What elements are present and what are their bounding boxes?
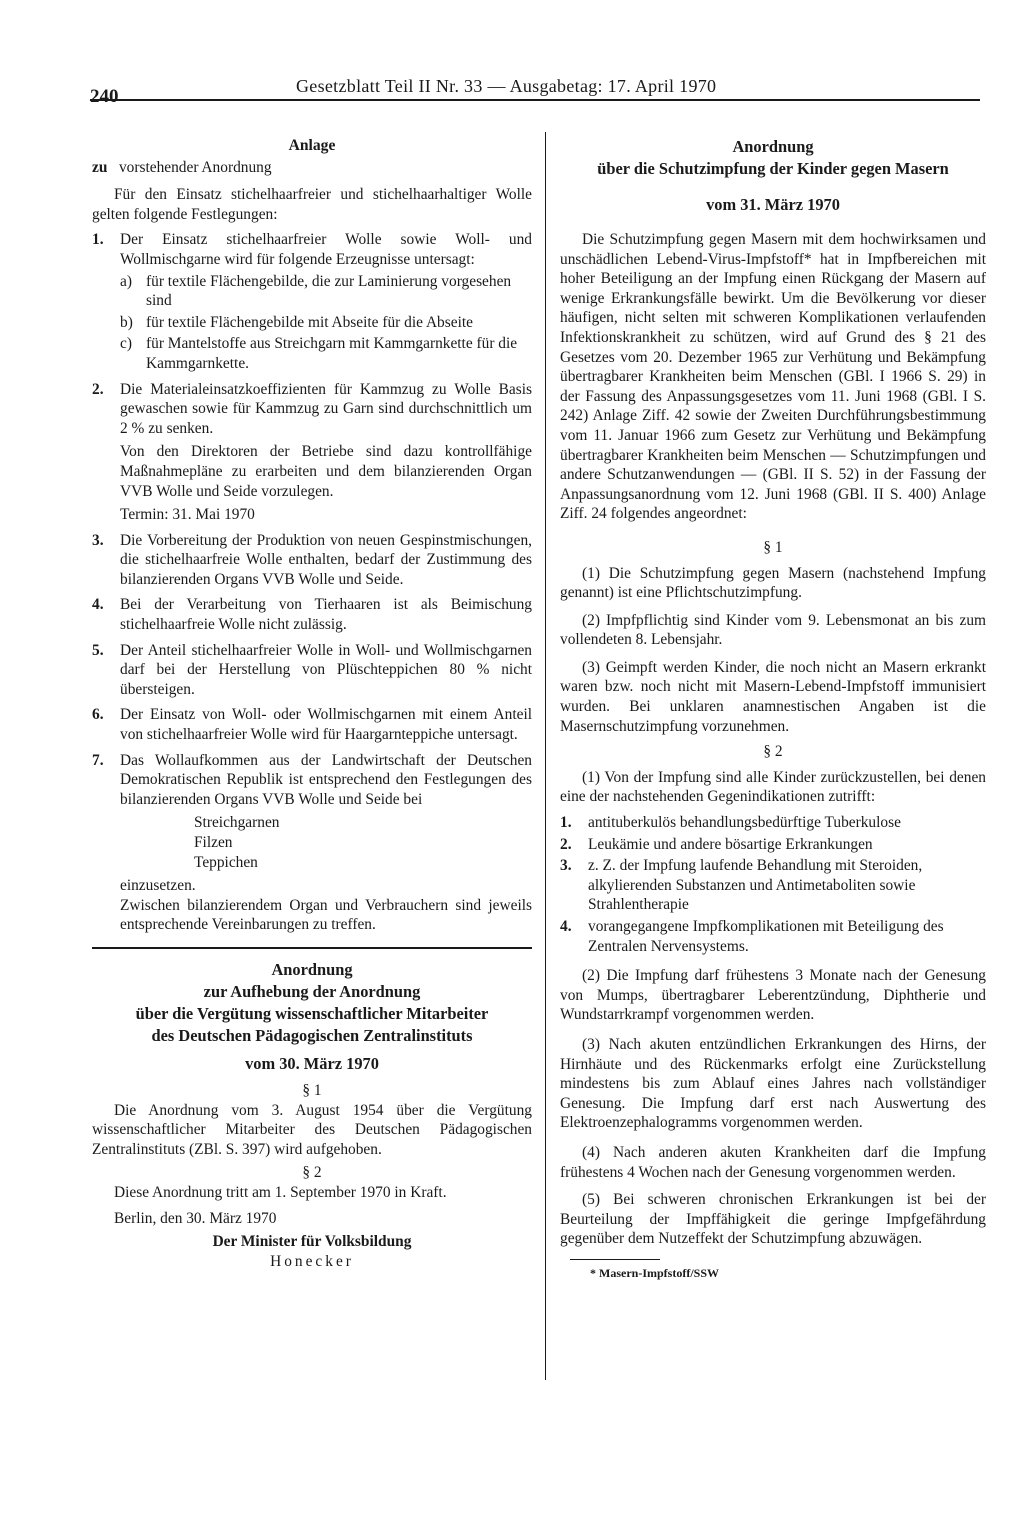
- sub-item: [120, 272, 532, 311]
- item-number: 1.: [560, 814, 572, 832]
- section-symbol: § 1: [302, 1081, 322, 1099]
- page-number: 240: [90, 86, 119, 107]
- item-text: Die Vorbereitung der Produktion von neuen Gespinstmischungen, die stichelhaarfreie Wolle enthalten, bedarf der Zustimmung des bilanzierenden Organs VVB Wolle und Seide.: [120, 531, 532, 588]
- sub-item-text: für textile Flächengebilde, die zur Laminierung vorgesehen sind: [146, 272, 512, 310]
- sub-item-letter: c): [120, 335, 132, 353]
- sub-item-letter: a): [120, 272, 132, 290]
- anlage-ref-text: vorstehender Anordnung: [118, 158, 272, 176]
- running-header: Gesetzblatt Teil II Nr. 33 — Ausgabetag: 17. April 1970: [296, 76, 717, 96]
- sub-item: [120, 334, 532, 373]
- preamble: Die Schutzimpfung gegen Masern mit dem hochwirksamen und unschädlichen Lebend-Virus-Impfstoff* hat in Impfbereichen mit hoher Beteiligung an der Impfung einen Rückgang der Masern auf wenige Erkrankungsfälle bewirkt. Um die Bevölkerung vor dieser häufigen, nicht selten mit schweren Komplikationen verlaufenden Infektionskrankheit zu schützen, wird auf Grund des § 21 des Gesetzes vom 20. Dezember 1965 zur Verhütung und Bekämpfung übertragbarer Krankheiten beim Menschen (GBl. I 1966 S. 29) in der Fassung des Anpassungsgesetzes vom 11. Juni 1968 (GBl. I S. 242) Anlage Ziff. 42 sowie der Zweiten Durchführungsbestimmung vom 11. Januar 1966 zum Gesetz zur Verhütung und Bekämpfung übertragbarer Krankheiten beim Menschen — Schutzimpfungen und andere Schutzanwendungen — (GBl. II S. 52) in der Fassung der Anpassungsanordnung vom 12. Juni 1968 (GBl. II S. 400) Anlage Ziff. 24 folgendes angeordnet:: [560, 231, 986, 523]
- item-number: 6.: [92, 706, 104, 724]
- item-number: 2.: [92, 380, 104, 398]
- anlage-item: [92, 595, 532, 634]
- item-text: antituberkulös behandlungsbedürftige Tuberkulose: [588, 814, 901, 832]
- left-column: [92, 136, 532, 1271]
- signer-title: Der Minister für Volksbildung: [212, 1233, 412, 1251]
- footnote: * Masern-Impfstoff/SSW: [590, 1265, 719, 1280]
- aufhebung-title: über die Vergütung wissenschaftlicher Mitarbeiter: [135, 1003, 489, 1023]
- anlage-item: [92, 380, 532, 525]
- sub-item-letter: b): [120, 313, 133, 331]
- item-number: 3.: [92, 531, 104, 549]
- anlage-item: [92, 641, 532, 700]
- paragraph: (2) Impfpflichtig sind Kinder vom 9. Lebensmonat an bis zum vollendeten 8. Lebensjahr.: [560, 611, 986, 649]
- item-text: Der Einsatz stichelhaarfreier Wolle sowie Woll- und Wollmischgarne wird für folgende Erzeugnisse untersagt:: [120, 231, 532, 268]
- contraindication-item: [560, 917, 986, 956]
- anlage-item: [92, 705, 532, 744]
- header-rule: [90, 99, 980, 101]
- masern-date: vom 31. März 1970: [706, 195, 840, 214]
- anlage-item: [92, 531, 532, 590]
- item-list-entry: Filzen: [194, 834, 233, 851]
- anlage-reference: [92, 158, 532, 178]
- item-text: Das Wollaufkommen aus der Landwirtschaft der Deutschen Demokratischen Republik ist entsprechend den Festlegungen des bilanzierenden Organs VVB Wolle und Seide bei: [120, 751, 532, 808]
- paragraph: (5) Bei schweren chronischen Erkrankungen ist bei der Beurteilung der Impffähigkeit die geringe Impfgefährdung gegenüber dem Nutzeffekt der Schutzimpfung abzuwägen.: [560, 1191, 986, 1248]
- sub-item-text: für Mantelstoffe aus Streichgarn mit Kammgarnkette für die Kammgarnkette.: [146, 335, 518, 372]
- aufhebung-title: zur Aufhebung der Anordnung: [203, 981, 421, 1001]
- paragraph: (1) Die Schutzimpfung gegen Masern (nachstehend Impfung genannt) ist eine Pflichtschutzimpfung.: [560, 564, 986, 602]
- item-text: Die Materialeinsatzkoeffizienten für Kammzug zu Wolle Basis gewaschen sowie für Kammzug zu Garn sind durchschnittlich um 2 % zu senken.: [120, 380, 532, 437]
- column-divider: [545, 132, 546, 1380]
- anlage-title: Anlage: [288, 137, 336, 154]
- section-symbol: § 2: [302, 1164, 322, 1182]
- signer-name: Honecker: [270, 1252, 354, 1270]
- item-number: 3.: [560, 857, 572, 875]
- right-column: [560, 136, 986, 1284]
- contraindication-item: [560, 835, 986, 855]
- item-text: Der Anteil stichelhaarfreier Wolle in Woll- und Wollmischgarnen darf bei der Herstellung von Plüschteppichen 80 % nicht übersteigen.: [120, 641, 532, 698]
- anlage-item: [92, 751, 532, 935]
- item-list-entry: Streichgarnen: [194, 814, 280, 832]
- contraindication-item: [560, 856, 986, 915]
- paragraph: (3) Nach akuten entzündlichen Erkrankungen des Hirns, der Hirnhäute und des Rückenmarks erfolgt eine Zurückstellung mindestens bis zum Ablauf eines Jahres nach vollständiger Genesung. Die Impfung darf erst nach Auswertung des Elektroenzephalogramms vorgenommen werden.: [560, 1035, 986, 1132]
- aufhebung-title: Anordnung: [271, 959, 353, 979]
- item-text: Der Einsatz von Woll- oder Wollmischgarnen mit einem Anteil von stichelhaarfreier Wolle wird für Haargarnteppiche untersagt.: [120, 706, 532, 744]
- item-after-text: Zwischen bilanzierendem Organ und Verbrauchern sind jeweils entsprechende Vereinbarungen zu treffen.: [120, 896, 532, 934]
- aufhebung-date: vom 30. März 1970: [245, 1053, 379, 1073]
- anlage-intro: Für den Einsatz stichelhaarfreier und stichelhaarhaltiger Wolle gelten folgende Festlegungen:: [92, 186, 532, 223]
- item-number: 5.: [92, 641, 104, 659]
- footnote-rule: [570, 1259, 660, 1260]
- anlage-ref-prefix: zu: [92, 158, 108, 176]
- paragraph: (1) Von der Impfung sind alle Kinder zurückzustellen, bei denen eine der nachstehenden Gegenindikationen zutrifft:: [560, 768, 986, 806]
- masern-title: Anordnung: [732, 137, 814, 156]
- anlage-item: [92, 230, 532, 373]
- item-number: 1.: [92, 231, 104, 249]
- section-rule: [92, 947, 532, 949]
- item-text: Leukämie und andere bösartige Erkrankungen: [588, 835, 873, 853]
- item-number: 4.: [560, 918, 572, 935]
- item-text: z. Z. der Impfung laufende Behandlung mit Steroiden, alkylierenden Substanzen und Antimetaboliten sowie Strahlentherapie: [588, 857, 923, 914]
- item-text: Bei der Verarbeitung von Tierhaaren ist als Beimischung stichelhaarfreie Wolle nicht zulässig.: [120, 596, 532, 634]
- aufhebung-title: des Deutschen Pädagogischen Zentralinstituts: [151, 1025, 473, 1045]
- item-number: 7.: [92, 751, 104, 769]
- item-text: vorangegangene Impfkomplikationen mit Beteiligung des Zentralen Nervensystems.: [588, 918, 944, 955]
- place-date: Berlin, den 30. März 1970: [114, 1209, 277, 1227]
- item-number: 4.: [92, 596, 104, 614]
- paragraph: Die Anordnung vom 3. August 1954 über die Vergütung wissenschaftlicher Mitarbeiter des Deutschen Pädagogischen Zentralinstituts (ZBl. S. 397) wird aufgehoben.: [92, 1101, 532, 1158]
- sub-item: [120, 313, 532, 333]
- item-extra: Von den Direktoren der Betriebe sind dazu kontrollfähige Maßnahmepläne zu erarbeiten und dem bilanzierenden Organ VVB Wolle und Seide vorzulegen.: [120, 443, 532, 500]
- item-list-entry: Teppichen: [194, 853, 258, 871]
- masern-title: über die Schutzimpfung der Kinder gegen Masern: [597, 159, 949, 178]
- paragraph: (2) Die Impfung darf frühestens 3 Monate nach der Genesung von Mumps, übertragbarer Leberentzündung, Diphtherie und Wundstarrkrampf vorgenommen werden.: [560, 967, 986, 1024]
- paragraph: (3) Geimpft werden Kinder, die noch nicht an Masern erkrankt waren bzw. noch nicht mit Masern-Lebend-Impfstoff immunisiert wurden. Bei unklaren anamnestischen Angaben ist die Masernschutzimpfung vorzunehmen.: [560, 658, 986, 735]
- item-after-text: einzusetzen.: [120, 877, 196, 895]
- paragraph: Diese Anordnung tritt am 1. September 1970 in Kraft.: [114, 1183, 447, 1201]
- item-termin: Termin: 31. Mai 1970: [120, 506, 255, 524]
- section-symbol: § 1: [763, 538, 783, 556]
- item-number: 2.: [560, 835, 572, 853]
- section-symbol: § 2: [763, 743, 783, 761]
- sub-item-text: für textile Flächengebilde mit Abseite für die Abseite: [146, 313, 473, 331]
- contraindication-item: [560, 813, 986, 833]
- paragraph: (4) Nach anderen akuten Krankheiten darf die Impfung frühestens 4 Wochen nach der Genesung vorgenommen werden.: [560, 1143, 986, 1181]
